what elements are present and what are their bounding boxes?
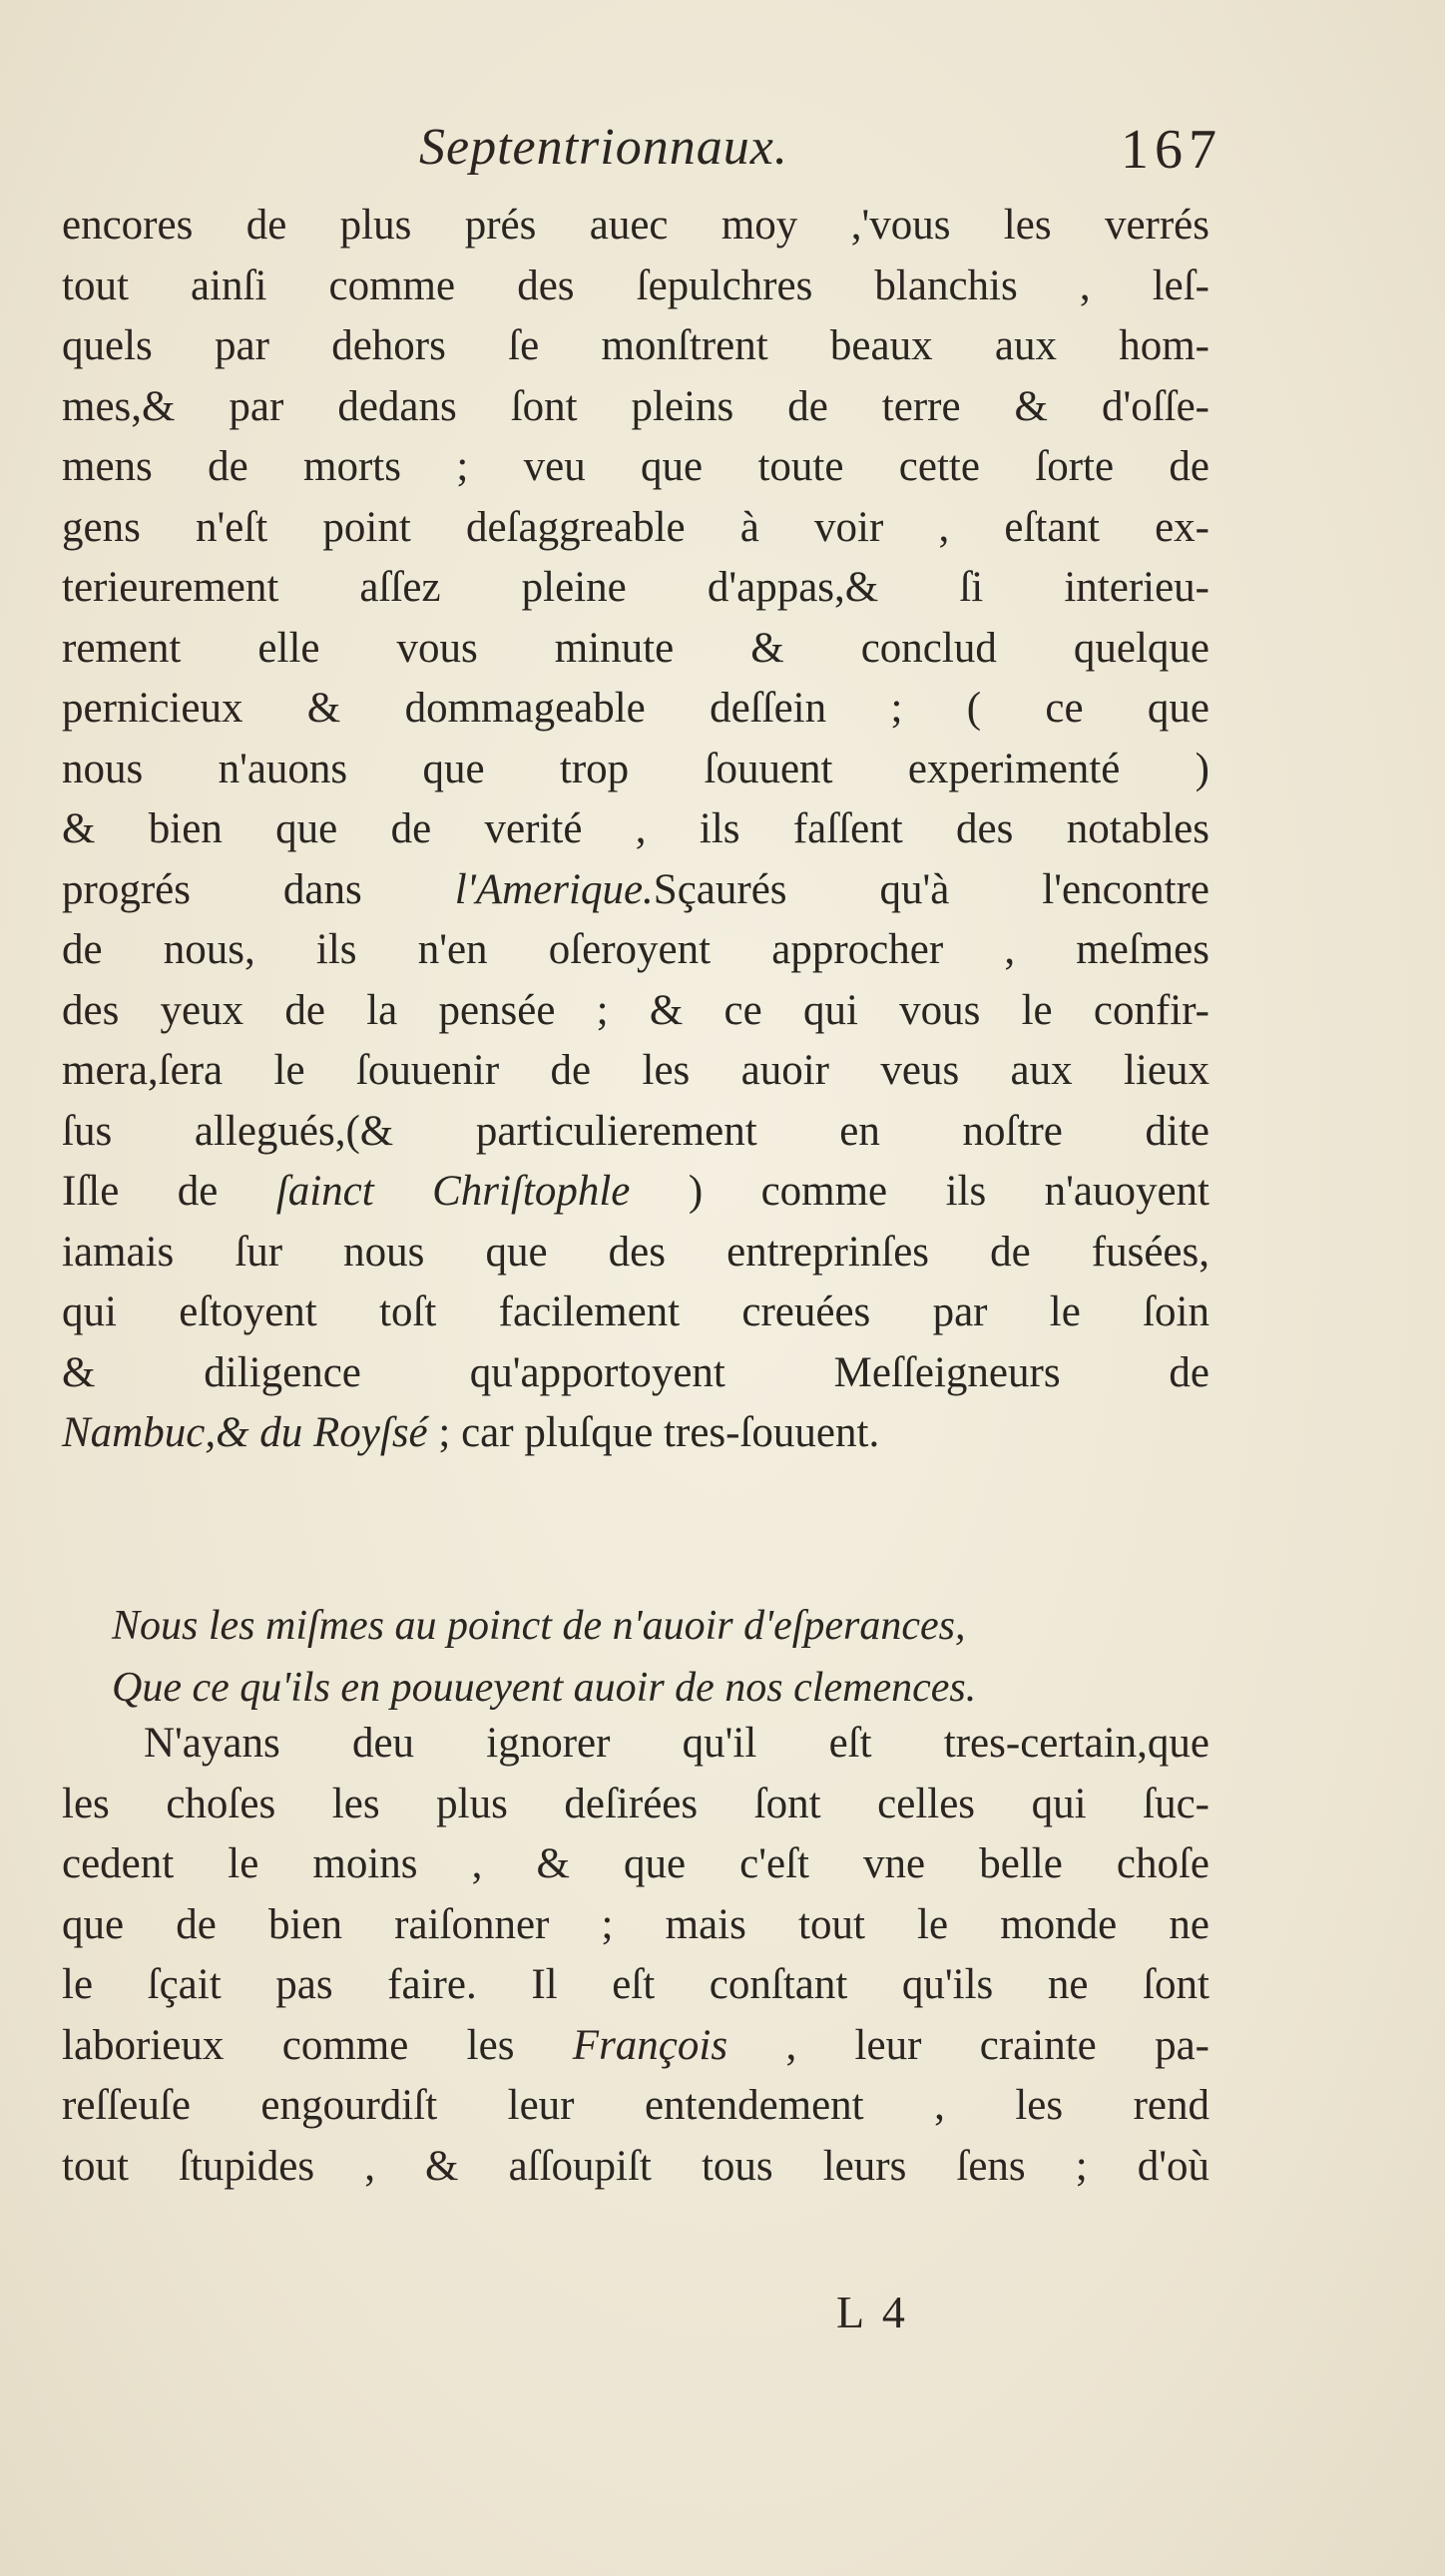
text-line (62, 558, 1209, 619)
text-run: que de bien raiſonner ; mais tout le monde ne (62, 1900, 1209, 1948)
text-run: tout ſtupides , & aſſoupiſt tous leurs ſens ; d'où (62, 2142, 1209, 2190)
paragraph-2 (62, 1714, 1209, 2197)
text-line (62, 619, 1209, 680)
verse-couplet (112, 1595, 1209, 1719)
text-line (62, 920, 1209, 981)
text-run: quels par dehors ſe monſtrent beaux aux hom- (62, 322, 1209, 369)
text-line (62, 1403, 1209, 1464)
text-run: mens de morts ; veu que toute cette ſorte de (62, 443, 1209, 490)
text-run: progrés dans (62, 865, 455, 913)
running-head (205, 118, 1222, 198)
text-line (62, 316, 1209, 377)
text-line (62, 1895, 1209, 1956)
text-line (62, 1223, 1209, 1284)
italic-text: ſainct Chriſtophle (275, 1168, 631, 1215)
text-line (62, 740, 1209, 800)
text-line (62, 1775, 1209, 1835)
text-run: mes,& par dedans ſont pleins de terre & d'oſſe- (62, 382, 1209, 430)
text-line (62, 981, 1209, 1042)
text-run: ) comme ils n'auoyent (630, 1168, 1209, 1215)
text-run: le ſçait pas faire. Il eſt conſtant qu'ils ne ſont (62, 1961, 1209, 2008)
text-line (62, 1041, 1209, 1102)
verse-line: Que ce qu'ils en pouueyent auoir de nos clemences. (112, 1665, 977, 1711)
text-run: & bien que de verité , ils faſſent des notables (62, 805, 1209, 852)
text-run: & diligence qu'apportoyent Meſſeigneurs de (62, 1348, 1209, 1396)
text-run: mera,ſera le ſouuenir de les auoir veus aux lieux (62, 1047, 1209, 1094)
running-head-title: Septentrionnaux. (419, 119, 788, 176)
text-run: ; car pluſque tres-ſouuent. (427, 1409, 880, 1456)
text-line (62, 1714, 1209, 1775)
text-line (62, 437, 1209, 498)
text-run: encores de plus prés auec moy ,'vous les verrés (62, 202, 1209, 249)
italic-text: François (572, 2021, 728, 2069)
text-run: pernicieux & dommageable deſſein ; ( ce que (62, 685, 1209, 732)
text-line (62, 1162, 1209, 1223)
text-line (62, 799, 1209, 860)
text-run: de nous, ils n'en oſeroyent approcher , meſmes (62, 926, 1209, 973)
text-line (62, 1102, 1209, 1163)
text-run: les choſes les plus deſirées ſont celles qui ſuc- (62, 1780, 1209, 1827)
text-run: gens n'eſt point deſaggreable à voir , eſtant ex- (62, 503, 1209, 551)
text-run: cedent le moins , & que c'eſt vne belle choſe (62, 1840, 1209, 1887)
text-line (62, 377, 1209, 438)
text-run: tout ainſi comme des ſepulchres blanchis , leſ- (62, 261, 1209, 309)
text-run: nous n'auons que trop ſouuent experimenté ) (62, 745, 1209, 792)
text-run: Iſle de (62, 1168, 276, 1215)
text-run: reſſeuſe engourdiſt leur entendement , les rend (62, 2082, 1209, 2129)
text-line (62, 2137, 1209, 2198)
text-line (62, 2016, 1209, 2077)
paragraph-1 (62, 196, 1209, 1464)
text-line (62, 257, 1209, 317)
text-run: laborieux comme les (62, 2021, 573, 2069)
page-number: 167 (1121, 119, 1222, 181)
text-run: terieurement aſſez pleine d'appas,& ſi interieu- (62, 564, 1209, 611)
italic-text: Nambuc,& du Royſsé (62, 1409, 428, 1456)
text-run: Sçaurés qu'à l'encontre (653, 865, 1210, 913)
text-run: iamais ſur nous que des entreprinſes de fusées, (62, 1228, 1209, 1276)
text-run: qui eſtoyent toſt facilement creuées par le ſoin (62, 1288, 1209, 1335)
text-run: des yeux de la pensée ; & ce qui vous le confir- (62, 986, 1209, 1034)
italic-text: l'Amerique. (454, 865, 654, 913)
text-line (62, 679, 1209, 740)
text-line (62, 2076, 1209, 2137)
text-run: rement elle vous minute & conclud quelque (62, 624, 1209, 672)
text-line (62, 1834, 1209, 1895)
text-line (62, 860, 1209, 921)
text-run: N'ayans deu ignorer qu'il eſt tres-certain,que (144, 1720, 1209, 1767)
text-line (62, 196, 1209, 257)
text-line (62, 1343, 1209, 1404)
text-run: , leur crainte pa- (727, 2021, 1209, 2069)
signature-mark: L 4 (836, 2287, 909, 2337)
verse-line: Nous les miſmes au poinct de n'auoir d'eſperances, (112, 1603, 966, 1649)
text-run: ſus allegués,(& particulierement en noſtre dite (62, 1107, 1209, 1155)
text-line (62, 1283, 1209, 1343)
text-line (62, 1955, 1209, 2016)
text-line (62, 498, 1209, 559)
